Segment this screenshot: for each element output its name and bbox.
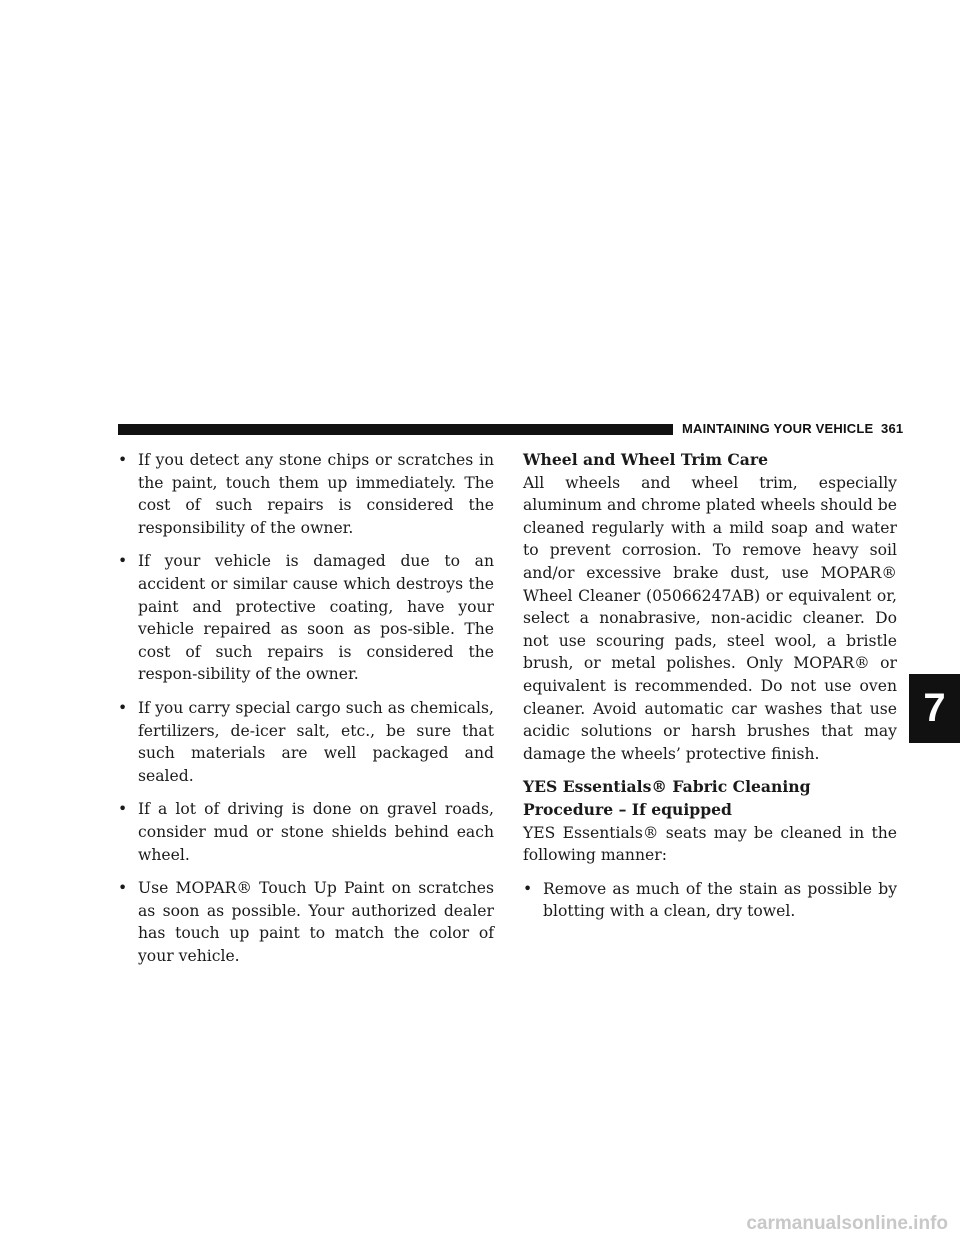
list-item-text: If you carry special cargo such as chemicals, fertilizers, de-icer salt, etc., be sure that such materials are well packaged and sealed. [138, 698, 494, 785]
wheel-care-paragraph: All wheels and wheel trim, especially aluminum and chrome plated wheels should be cleaned regularly with a mild soap and water to prevent corrosion. To remove heavy soil and/or excessive brake dust, use MOPAR® Wheel Cleaner (05066247AB) or equivalent or, select a nonabrasive, non-acidic cleaner. Do not use scouring pads, steel wool, a bristle brush, or metal polishes. Only MOPAR® or equivalent is recommended. Do not use oven cleaner. Avoid automatic car washes that use acidic solutions or harsh brushes that may damage the wheels’ protective finish. [523, 473, 897, 763]
left-bullet-list [118, 449, 494, 967]
right-bullet-list [523, 878, 897, 923]
right-column [523, 449, 897, 934]
watermark-text: carmanualsonline.info [746, 1213, 948, 1234]
bullet-icon: • [523, 879, 533, 898]
bullet-icon: • [118, 800, 128, 819]
list-item-text: Remove as much of the stain as possible by blotting with a clean, dry towel. [543, 879, 897, 921]
running-header [682, 421, 903, 436]
list-item [523, 878, 897, 923]
list-item [118, 449, 494, 539]
list-item-text: Use MOPAR® Touch Up Paint on scratches as soon as possible. Your authorized dealer has touch up paint to match the color of your vehicle. [138, 879, 494, 965]
page-number: 361 [881, 421, 904, 436]
list-item [118, 798, 494, 866]
list-item-text: If a lot of driving is done on gravel roads, consider mud or stone shields behind each wheel. [138, 800, 494, 864]
bullet-icon: • [118, 451, 128, 469]
fabric-cleaning-paragraph: YES Essentials® seats may be cleaned in the following manner: [523, 823, 897, 865]
chapter-tab: 7 [909, 674, 960, 743]
left-column [118, 449, 494, 978]
bullet-icon: • [118, 552, 128, 571]
list-item [118, 550, 494, 686]
list-item-text: If your vehicle is damaged due to an accident or similar cause which destroys the paint and protective coating, have your vehicle repaired as soon as pos-sible. The cost of such repairs is considered the respon-sibility of the owner. [138, 552, 494, 684]
bullet-icon: • [118, 698, 128, 717]
section-heading-fabric-cleaning: YES Essentials® Fabric Cleaning Procedure – If equipped [523, 777, 811, 819]
bullet-icon: • [118, 879, 128, 898]
section-heading-wheel-care: Wheel and Wheel Trim Care [523, 450, 769, 469]
list-item-text: If you detect any stone chips or scratches in the paint, touch them up immediately. The cost of such repairs is considered the responsibility of the owner. [138, 451, 494, 537]
section-title: MAINTAINING YOUR VEHICLE [682, 421, 874, 436]
list-item [118, 877, 494, 967]
header-rule [118, 424, 673, 435]
list-item [118, 697, 494, 787]
